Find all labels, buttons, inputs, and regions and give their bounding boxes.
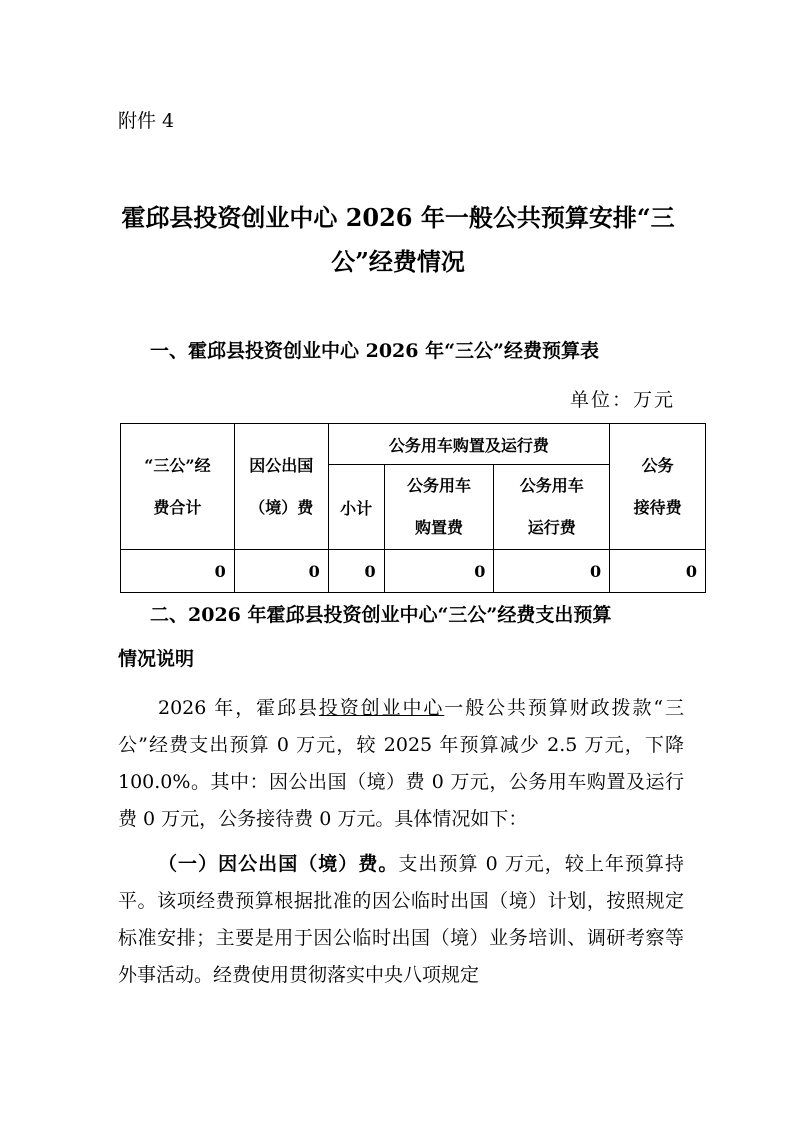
- paragraph-abroad-expenses: （一）因公出国（境）费。支出预算 0 万元，较上年预算持平。该项经费预算根据批准的因公临时出国（境）计划，按照规定标准安排；主要是用于因公临时出国（境）业务培训、调研考察等外事活动。经费使用贯彻落实中央八项规定: [118, 853, 684, 986]
- section-1-heading: 一、霍邱县投资创业中心 2026 年“三公”经费预算表: [150, 340, 599, 362]
- attachment-label: 附件 4: [118, 110, 175, 132]
- unit-label: 单位：万元: [569, 389, 675, 411]
- underlined-unit-name: 投资创业中心: [318, 697, 445, 719]
- header-subtotal: 小计: [328, 465, 384, 550]
- section-2-heading-line-1: 二、2026 年霍邱县投资创业中心“三公”经费支出预算: [150, 604, 612, 626]
- header-vehicle-operation: 公务用车 运行费: [494, 465, 610, 550]
- value-subtotal: 0: [328, 550, 384, 593]
- title-line-1: 霍邱县投资创业中心 2026 年一般公共预算安排“三: [121, 203, 675, 232]
- value-abroad: 0: [234, 550, 328, 593]
- header-total: “三公”经 费合计: [121, 424, 235, 550]
- title-line-2: 公”经费情况: [331, 247, 465, 276]
- document-body: [118, 690, 684, 994]
- budget-table: [120, 423, 706, 593]
- document-title: [118, 196, 678, 284]
- value-vehicle-purchase: 0: [384, 550, 494, 593]
- header-vehicle-purchase: 公务用车 购置费: [384, 465, 494, 550]
- paragraph-overview: 2026 年，霍邱县投资创业中心一般公共预算财政拨款“三公”经费支出预算 0 万元，较 2025 年预算减少 2.5 万元，下降 100.0%。其中：因公出国（境）费 0 万元，公务用车购置及运行费 0 万元，公务接待费 0 万元。具体情况如下：: [118, 697, 684, 830]
- value-reception: 0: [610, 550, 706, 593]
- header-abroad: 因公出国 （境）费: [234, 424, 328, 550]
- section-2-heading-line-2: 情况说明: [118, 648, 195, 670]
- section-2-heading: [118, 593, 684, 681]
- header-reception: 公务 接待费: [610, 424, 706, 550]
- header-vehicle-group: 公务用车购置及运行费: [328, 424, 609, 465]
- subheading-abroad: （一）因公出国（境）费。: [158, 853, 399, 875]
- value-total: 0: [121, 550, 235, 593]
- value-vehicle-operation: 0: [494, 550, 610, 593]
